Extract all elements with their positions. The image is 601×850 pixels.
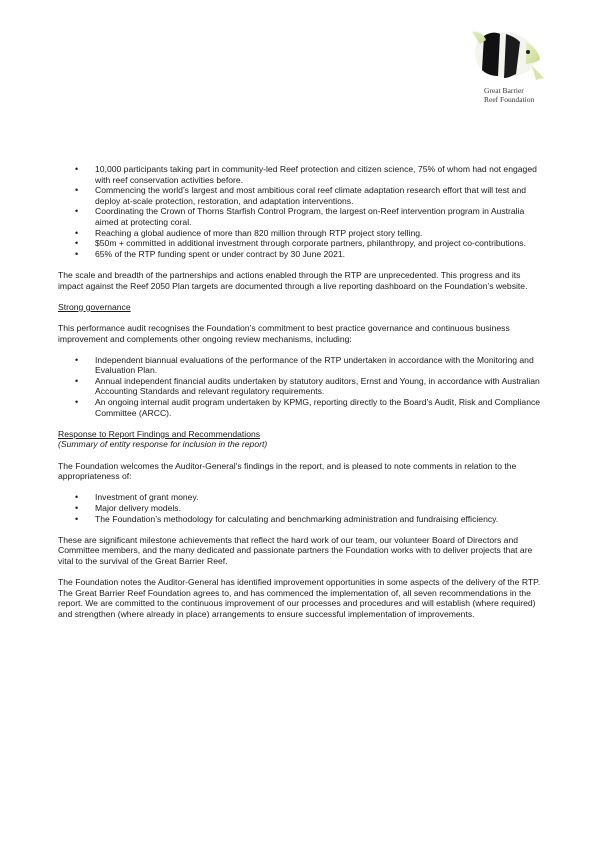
list-item: • Annual independent financial audits undertaken by statutory auditors, Ernst and Young, in accordance with Australian Accounting Standards and relevant regulatory requirements. [58, 376, 548, 397]
list-item: • Coordinating the Crown of Thorns Starfish Control Program, the largest on-Reef intervention program in Australia aimed at protecting coral. [58, 206, 548, 227]
list-item: • Commencing the world’s largest and most ambitious coral reef climate adaptation research effort that will test and deploy at-scale protection, restoration, and adaptation interventions. [58, 185, 548, 206]
logo-text-line-1: Great Barrier [484, 86, 524, 95]
heading-strong-governance: Strong governance [58, 301, 131, 312]
response-list [58, 492, 548, 524]
list-item: • Reaching a global audience of more than 820 million through RTP project story telling. [58, 228, 548, 239]
governance-list [58, 355, 548, 419]
document-body [58, 164, 548, 620]
paragraph-governance: This performance audit recognises the Foundation’s commitment to best practice governance and continuous business improvement and complements other ongoing review mechanisms, including: [58, 322, 510, 344]
list-item: • $50m + committed in additional investment through corporate partners, philanthropy, and project co-contributions. [58, 238, 548, 249]
list-item: • The Foundation’s methodology for calculating and benchmarking administration and fundraising efficiency. [58, 514, 548, 525]
logo-text-line-2: Reef Foundation [484, 95, 535, 104]
list-item: • 65% of the RTP funding spent or under contract by 30 June 2021. [58, 249, 548, 260]
list-item: • Independent biannual evaluations of the performance of the RTP undertaken in accordance with the Monitoring and Evaluation Plan. [58, 355, 548, 376]
achievements-list [58, 164, 548, 259]
paragraph-milestones: These are significant milestone achievements that reflect the hard work of our team, our volunteer Board of Directors and Committee members, and the many dedicated and passionate partners the Foundation works with to deliver projects that are vital to the survival of the Great Barrier Reef. [58, 534, 533, 566]
list-item: • 10,000 participants taking part in community-led Reef protection and citizen science, 75% of whom had not engaged with reef conservation activities before. [58, 164, 548, 185]
organisation-logo [470, 28, 560, 104]
list-item: • Major delivery models. [58, 503, 548, 514]
subheading-response: (Summary of entity response for inclusion in the report) [58, 439, 268, 450]
list-item: • Investment of grant money. [58, 492, 548, 503]
paragraph-welcome: The Foundation welcomes the Auditor-General's findings in the report, and is pleased to note comments in relation to the appropriateness of: [58, 460, 517, 482]
heading-response: Response to Report Findings and Recommendations [58, 428, 261, 439]
list-item: • An ongoing internal audit program undertaken by KPMG, reporting directly to the Board’s Audit, Risk and Compliance Committee (ARCC). [58, 397, 548, 418]
bannerfish-icon [470, 28, 548, 84]
paragraph-scale: The scale and breadth of the partnerships and actions enabled through the RTP are unprecedented. This progress and its impact against the Reef 2050 Plan targets are documented through a live reporting dashboard on the Foundation’s website. [58, 269, 528, 291]
paragraph-notes: The Foundation notes the Auditor-General has identified improvement opportunities in some aspects of the delivery of the RTP. The Great Barrier Reef Foundation agrees to, and has commenced the implementation of, all seven recommendations in the report. We are committed to the continuous improvement of our processes and procedures and will establish (where required) and strengthen (where already in place) arrangements to ensure successful implementation of improvements. [58, 577, 541, 619]
